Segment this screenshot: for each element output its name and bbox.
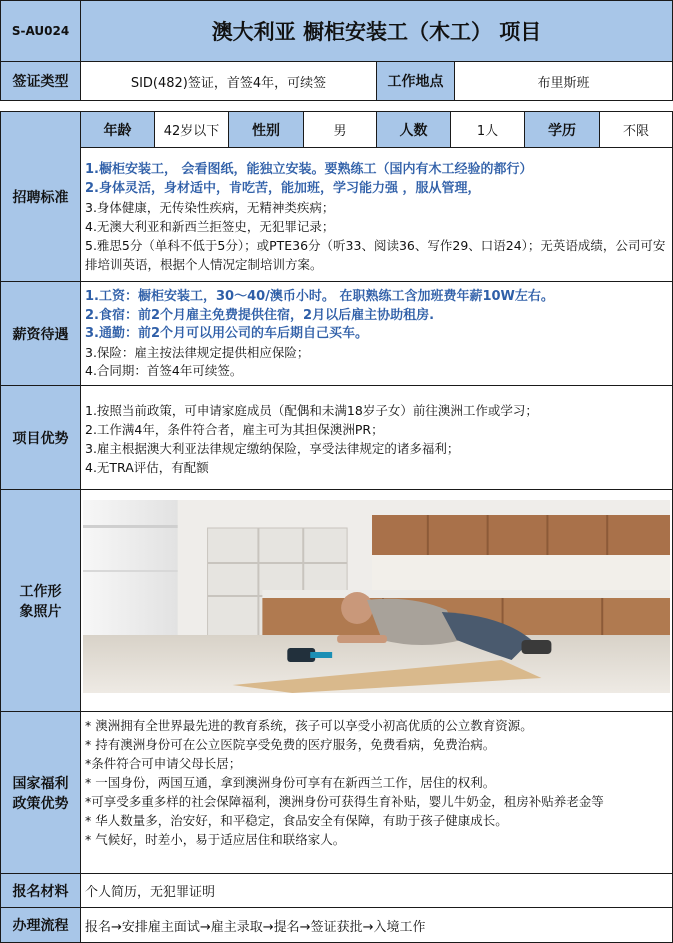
advantage-item: 4.无TRA评估，有配额 — [85, 460, 209, 475]
materials-label: 报名材料 — [0, 873, 81, 908]
advantage-item: 3.雇主根据澳大利亚法律规定缴纳保险，享受法律规定的诸多福利； — [85, 441, 460, 456]
advantages-label: 项目优势 — [0, 385, 81, 490]
salary-item: 1.工资：橱柜安装工，30～40/澳币小时。 在职熟练工含加班费年薪10W左右。 — [85, 289, 554, 304]
criteria-item: 5.雅思5分（单科不低于5分）；或PTE36分（听33、阅读36、写作29、口语24）；无英语成绩，公司可安排培训英语，根据个人情况定制培训方案。 — [85, 238, 666, 272]
salary-item: 2.食宿：前2个月雇主免费提供住宿，2月以后雇主协助租房. — [85, 307, 435, 323]
headcount-label: 人数 — [376, 111, 451, 148]
process-value: 报名→安排雇主面试→雇主录取→提名→签证获批→入境工作 — [80, 907, 673, 943]
work-photo — [83, 500, 670, 693]
salary-label: 薪资待遇 — [0, 281, 81, 386]
welfare-item: * 持有澳洲身份可在公立医院享受免费的医疗服务，免费看病，免费治病。 — [85, 737, 496, 752]
criteria-item: 4.无澳大利亚和新西兰拒签史，无犯罪记录； — [85, 219, 335, 234]
criteria-label: 招聘标准 — [0, 111, 81, 282]
age-label: 年龄 — [80, 111, 155, 148]
welfare-item: * 华人数量多，治安好，和平稳定，食品安全有保障，有助于孩子健康成长。 — [85, 813, 508, 828]
gender-value: 男 — [303, 111, 377, 148]
welfare-item: *可享受多重多样的社会保障福利，澳洲身份可获得生育补贴，婴儿牛奶金，租房补贴养老金等 — [85, 794, 604, 809]
process-label: 办理流程 — [0, 907, 81, 943]
project-code: S-AU024 — [0, 0, 81, 62]
welfare-item: * 一国身份，两国互通，拿到澳洲身份可享有在新西兰工作，居住的权利。 — [85, 775, 496, 790]
criteria-list — [80, 147, 673, 282]
visa-type-label: 签证类型 — [0, 61, 81, 101]
work-location-label: 工作地点 — [376, 61, 455, 101]
photo-label: 工作形象照片 — [0, 489, 81, 712]
welfare-item: * 澳洲拥有全世界最先进的教育系统，孩子可以享受小初高优质的公立教育资源。 — [85, 718, 533, 733]
criteria-item: 3.身体健康，无传染性疾病，无精神类疾病； — [85, 200, 335, 215]
advantages-list — [80, 385, 673, 490]
criteria-item: 2.身体灵活，身材适中，肯吃苦，能加班，学习能力强 ，服从管理， — [85, 181, 481, 196]
salary-item: 3.通勤：前2个月可以用公司的车后期自己买车。 — [85, 326, 369, 341]
headcount-value: 1人 — [450, 111, 525, 148]
education-value: 不限 — [599, 111, 673, 148]
materials-value: 个人简历，无犯罪证明 — [80, 873, 673, 908]
carpenter-working-image — [83, 500, 670, 693]
salary-list — [80, 281, 673, 386]
welfare-item: * 气候好，时差小，易于适应居住和联络家人。 — [85, 832, 346, 847]
work-photo-frame — [80, 489, 673, 712]
section-gap — [0, 101, 673, 111]
education-label: 学历 — [524, 111, 600, 148]
page-title: 澳大利亚 橱柜安装工（木工） 项目 — [80, 0, 673, 62]
welfare-label: 国家福利政策优势 — [0, 711, 81, 874]
age-value: 42岁以下 — [154, 111, 229, 148]
welfare-list — [80, 711, 673, 874]
criteria-item: 1.橱柜安装工， 会看图纸，能独立安装。要熟练工（国内有木工经验的都行） — [85, 162, 533, 177]
salary-item: 3.保险：雇主按法律规定提供相应保险； — [85, 344, 310, 360]
gender-label: 性别 — [228, 111, 304, 148]
advantage-item: 2.工作满4年，条件符合者，雇主可为其担保澳洲PR； — [85, 422, 384, 437]
salary-item: 4.合同期：首签4年可续签。 — [85, 363, 243, 378]
work-location-value: 布里斯班 — [454, 61, 673, 101]
welfare-item: *条件符合可申请父母长居； — [85, 756, 242, 771]
advantage-item: 1.按照当前政策，可申请家庭成员（配偶和未满18岁子女）前往澳洲工作或学习； — [85, 403, 538, 418]
visa-type-value: SID(482)签证，首签4年，可续签 — [80, 61, 377, 101]
